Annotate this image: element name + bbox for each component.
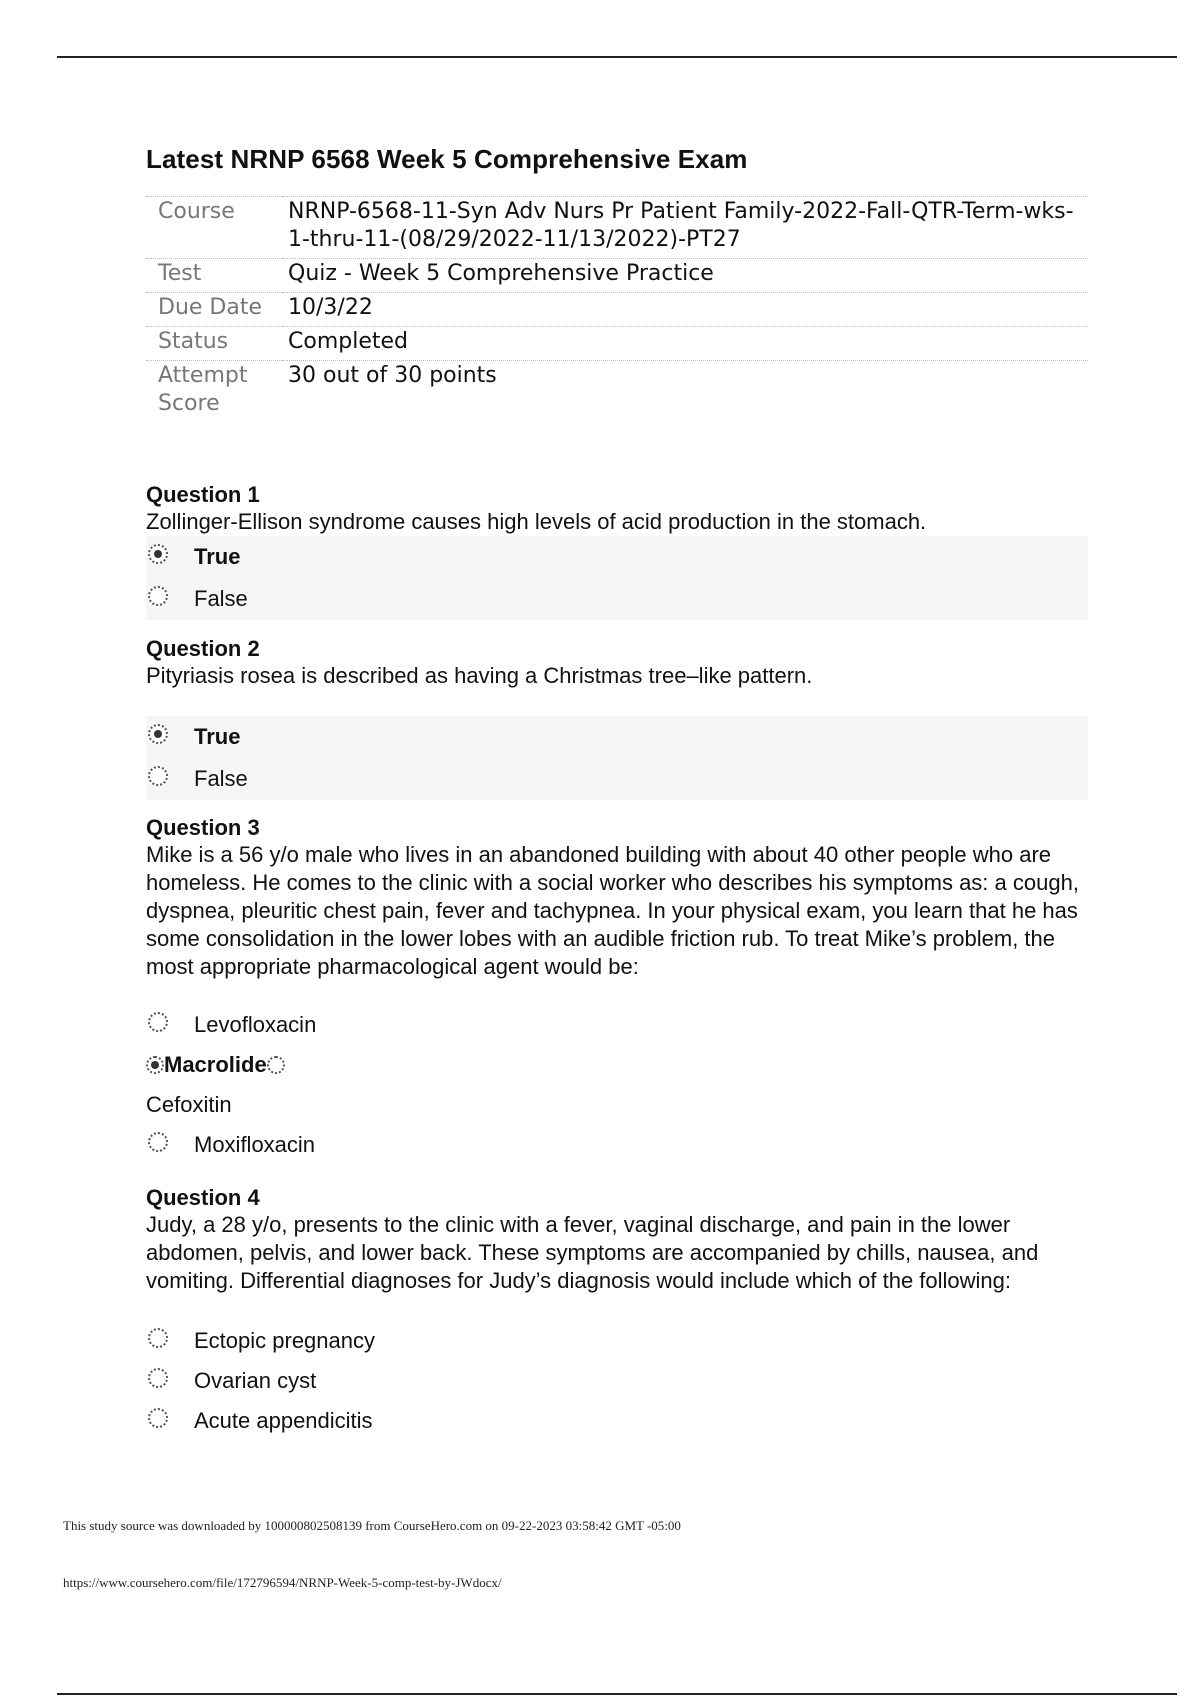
option-label: Ectopic pregnancy <box>194 1328 375 1353</box>
option-label: True <box>194 724 241 749</box>
radio-selected-icon[interactable] <box>146 1056 164 1074</box>
option-label: Ovarian cyst <box>194 1368 317 1393</box>
radio-icon[interactable] <box>148 1368 168 1388</box>
question-2 <box>146 636 1088 690</box>
radio-selected-icon[interactable] <box>148 724 168 744</box>
radio-icon[interactable] <box>148 1408 168 1428</box>
due-date-label: Due Date <box>146 293 282 327</box>
question-1-option-true[interactable] <box>146 536 1088 578</box>
test-value: Quiz - Week 5 Comprehensive Practice <box>282 259 1088 293</box>
question-3-text: Mike is a 56 y/o male who lives in an abandoned building with about 40 other people who are homeless. He comes to the clinic with a social worker who describes his symptoms as: a cough, dyspnea, pleuritic chest pain, fever and tachypnea. In your physical exam, you learn that he has some consolidation in the lower lobes with an audible friction rub. To treat Mike’s problem, the most appropriate pharmacological agent would be: <box>146 842 1079 979</box>
option-label: False <box>194 766 248 791</box>
status-label: Status <box>146 327 282 361</box>
attempt-details-table <box>146 196 1088 422</box>
question-3 <box>146 815 1088 981</box>
option-label: Acute appendicitis <box>194 1408 373 1433</box>
question-3-option-macrolide[interactable] <box>146 1044 1088 1084</box>
source-url[interactable]: https://www.coursehero.com/file/172796594/NRNP-Week-5-comp-test-by-JWdocx/ <box>63 1575 502 1590</box>
radio-icon[interactable] <box>267 1056 285 1074</box>
question-2-option-false[interactable] <box>146 758 1088 800</box>
question-1-text: Zollinger-Ellison syndrome causes high levels of acid production in the stomach. <box>146 509 927 534</box>
question-1-options <box>146 536 1088 620</box>
course-row <box>146 197 1088 259</box>
due-date-row <box>146 293 1088 327</box>
question-1-title: Question 1 <box>146 482 260 507</box>
radio-icon[interactable] <box>148 1012 168 1032</box>
score-row <box>146 361 1088 423</box>
question-4 <box>146 1185 1088 1295</box>
question-3-option-cefoxitin[interactable] <box>146 1084 1088 1124</box>
test-label: Test <box>146 259 282 293</box>
option-label: Moxifloxacin <box>194 1132 316 1157</box>
macrolide-row <box>146 1052 285 1078</box>
option-label: False <box>194 586 248 611</box>
status-value: Completed <box>282 327 1088 361</box>
radio-icon[interactable] <box>148 1132 168 1152</box>
question-2-title: Question 2 <box>146 636 260 661</box>
question-4-options <box>146 1320 1088 1440</box>
option-label: True <box>194 544 241 569</box>
question-4-option-ectopic-pregnancy[interactable] <box>146 1320 1088 1360</box>
course-value: NRNP-6568-11-Syn Adv Nurs Pr Patient Family-2022-Fall-QTR-Term-wks-1-thru-11-(08/29/2022-11/13/2022)-PT27 <box>282 197 1088 259</box>
question-2-text: Pityriasis rosea is described as having a Christmas tree–like pattern. <box>146 663 813 688</box>
question-3-options <box>146 1004 1088 1164</box>
question-3-title: Question 3 <box>146 815 260 840</box>
top-rule <box>57 56 1177 58</box>
question-1 <box>146 482 1088 536</box>
bottom-rule <box>57 1693 1177 1695</box>
radio-icon[interactable] <box>148 586 168 606</box>
question-4-option-acute-appendicitis[interactable] <box>146 1400 1088 1440</box>
question-4-title: Question 4 <box>146 1185 260 1210</box>
radio-selected-icon[interactable] <box>148 544 168 564</box>
score-value: 30 out of 30 points <box>282 361 1088 423</box>
status-row <box>146 327 1088 361</box>
question-2-options <box>146 716 1088 800</box>
question-4-text: Judy, a 28 y/o, presents to the clinic with a fever, vaginal discharge, and pain in the lower abdomen, pelvis, and lower back. These symptoms are accompanied by chills, nausea, and vomiting. Differential diagnoses for Judy’s diagnosis would include which of the following: <box>146 1212 1039 1293</box>
question-4-option-ovarian-cyst[interactable] <box>146 1360 1088 1400</box>
radio-icon[interactable] <box>148 766 168 786</box>
option-label: Cefoxitin <box>146 1092 232 1117</box>
question-3-option-levofloxacin[interactable] <box>146 1004 1088 1044</box>
course-label: Course <box>146 197 282 259</box>
radio-icon[interactable] <box>148 1328 168 1348</box>
page-title: Latest NRNP 6568 Week 5 Comprehensive Exam <box>146 144 748 174</box>
question-3-option-moxifloxacin[interactable] <box>146 1124 1088 1164</box>
question-2-option-true[interactable] <box>146 716 1088 758</box>
score-label: Attempt Score <box>146 361 282 423</box>
option-label: Macrolide <box>164 1052 267 1077</box>
download-source-note: This study source was downloaded by 100000802508139 from CourseHero.com on 09-22-2023 03:58:42 GMT -05:00 <box>63 1518 681 1533</box>
question-1-option-false[interactable] <box>146 578 1088 620</box>
due-date-value: 10/3/22 <box>282 293 1088 327</box>
test-row <box>146 259 1088 293</box>
option-label: Levofloxacin <box>194 1012 317 1037</box>
